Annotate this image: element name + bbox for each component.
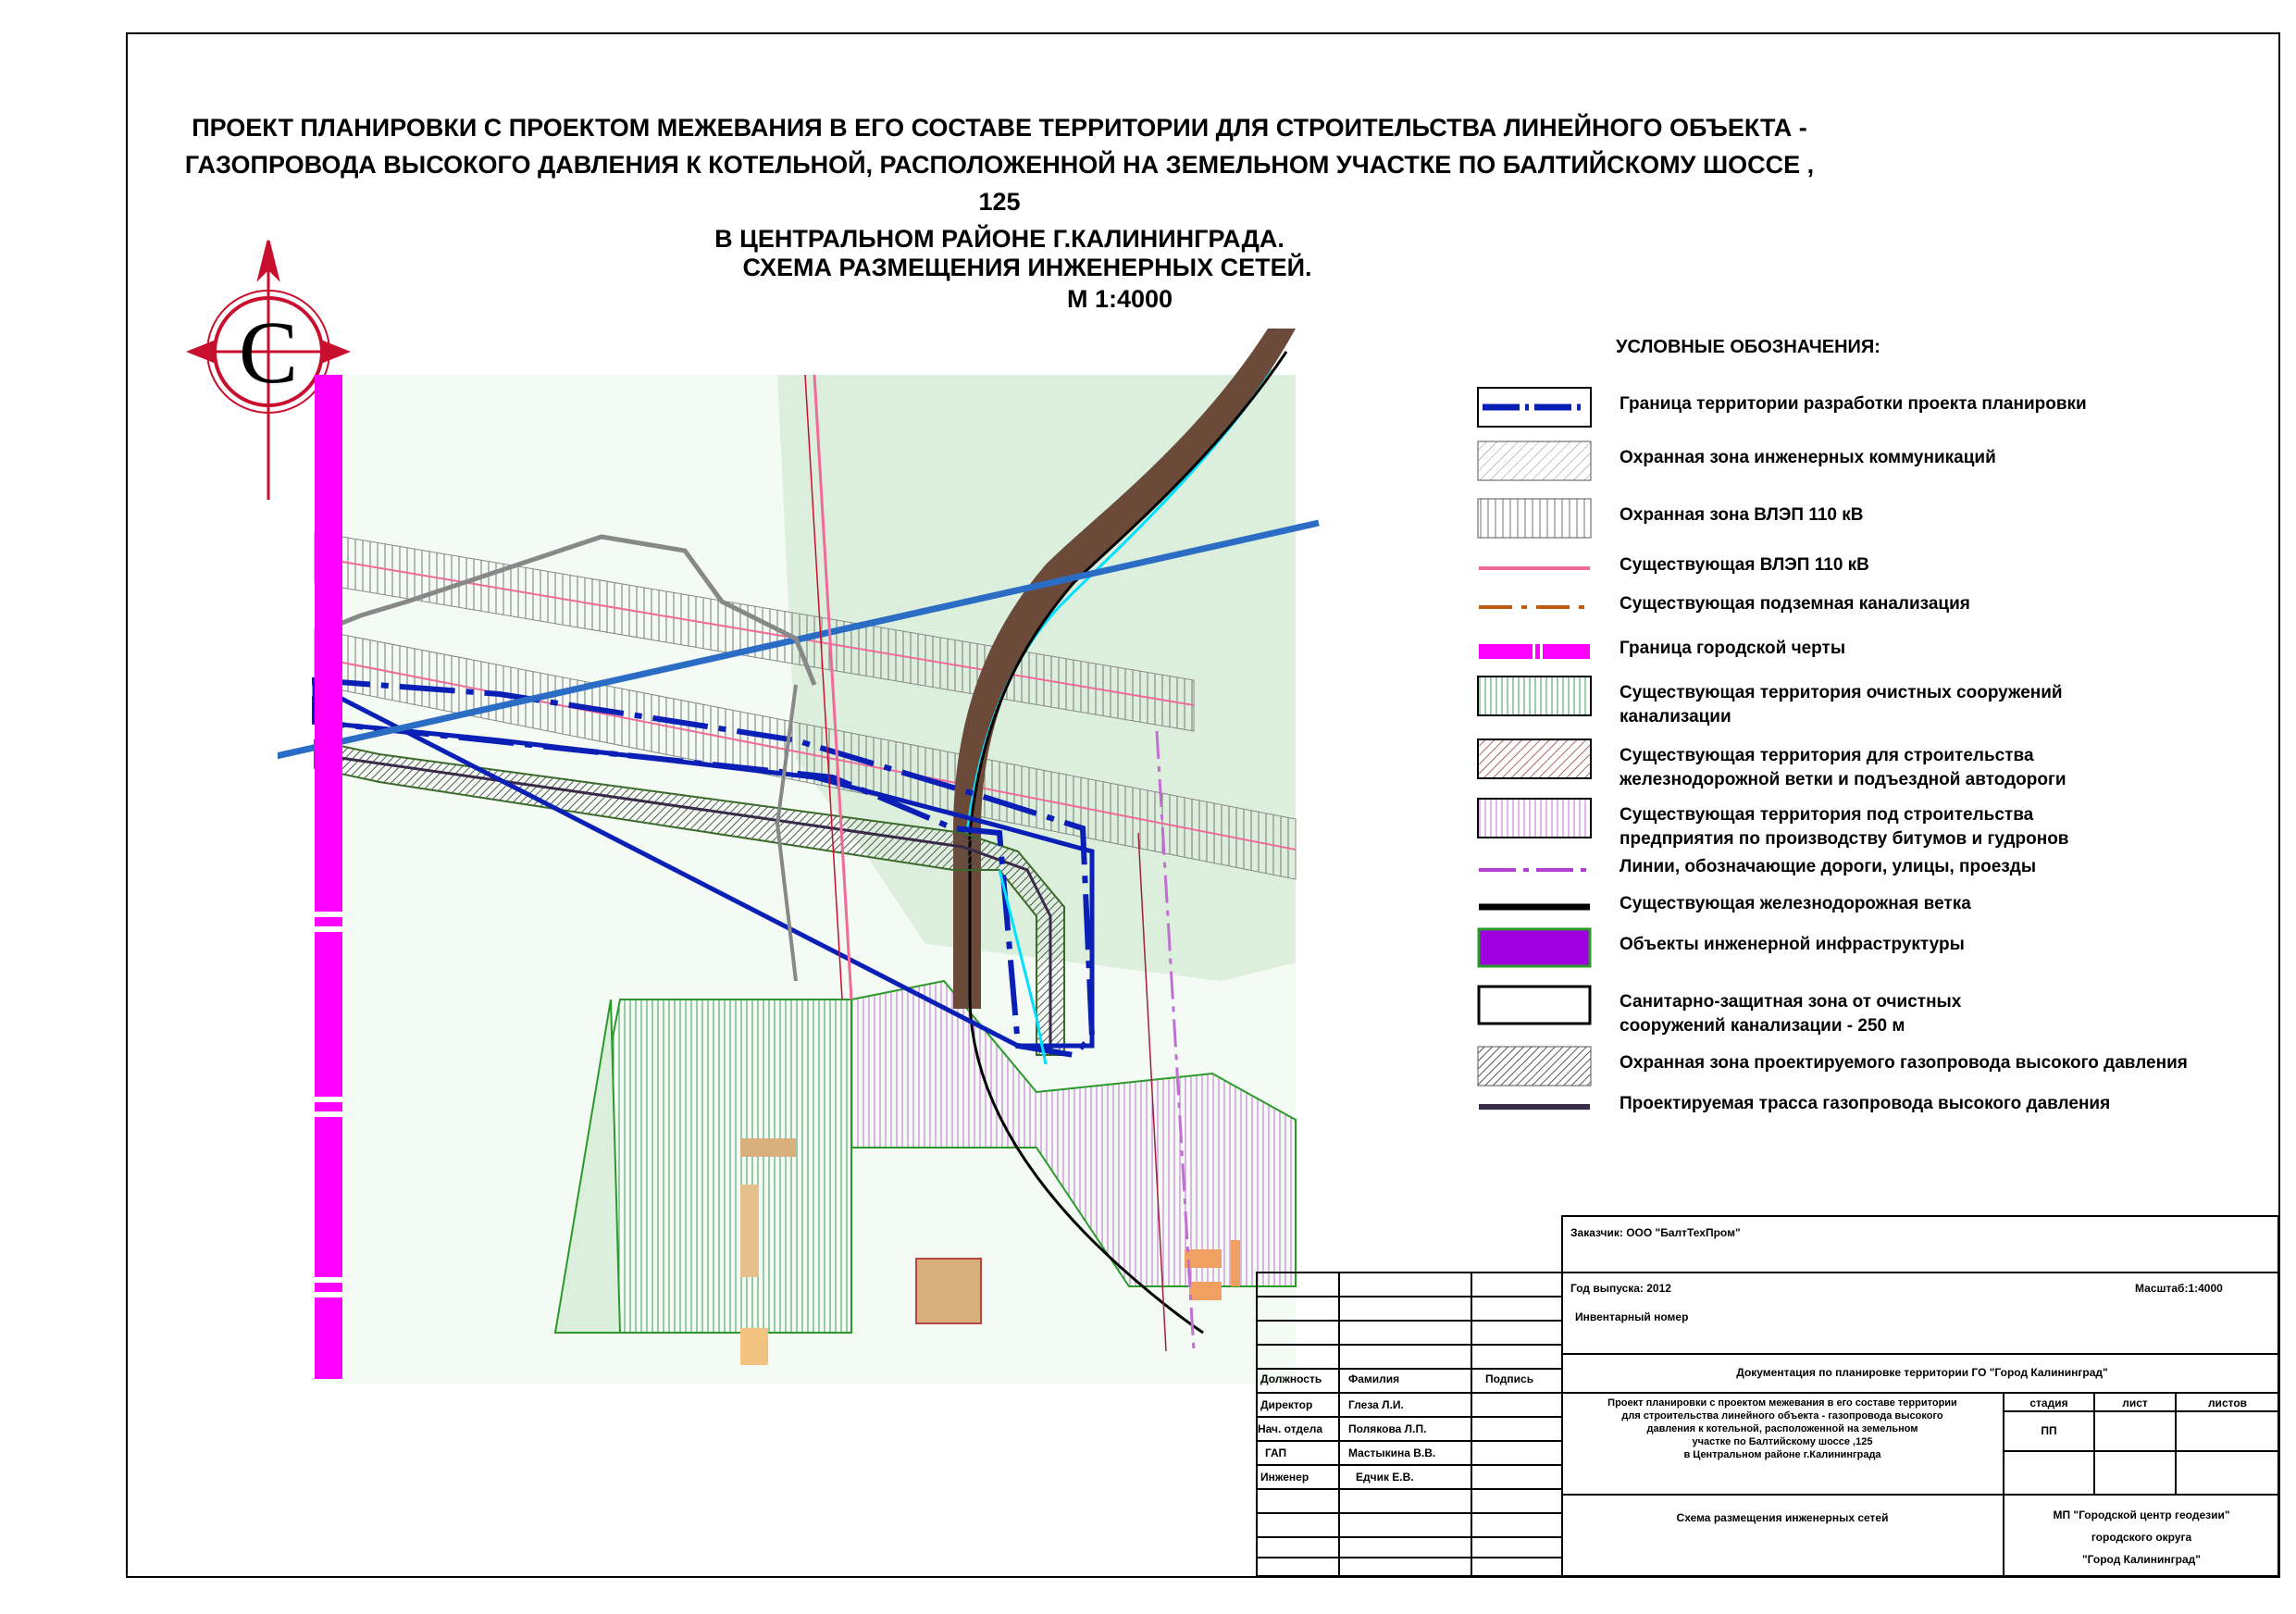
col-name: Фамилия xyxy=(1348,1372,1400,1385)
diagonal-hatch-icon xyxy=(1477,441,1592,481)
person-name: Полякова Л.П. xyxy=(1348,1422,1427,1435)
road-line-icon xyxy=(1477,850,1592,890)
city-boundary xyxy=(305,375,352,1379)
project-title: ПРОЕКТ ПЛАНИРОВКИ С ПРОЕКТОМ МЕЖЕВАНИЯ В ЕГО СОСТАВЕ ТЕРРИТОРИИ ДЛЯ СТРОИТЕЛЬСТВА ЛИНЕЙНОГО ОБЪЕКТА - ГАЗОПРОВОДА ВЫСОКОГО ДАВЛЕНИЯ К КОТЕЛЬНОЙ, РАСПОЛОЖЕННОЙ НА ЗЕМЕЛЬНОМ УЧАСТКЕ ПО БАЛТИЙСКОМУ ШОССЕ , 125 В ЦЕНТРАЛЬНОМ РАЙОНЕ Г.КАЛИНИНГРАДА. xyxy=(184,114,1815,253)
customer: Заказчик: ООО "БалтТехПром" xyxy=(1570,1226,1741,1239)
sheet-title: Схема размещения инженерных сетей xyxy=(1676,1511,1889,1524)
person-role: Нач. отдела xyxy=(1258,1422,1323,1435)
col-sheet: лист xyxy=(2122,1397,2148,1409)
inventory-number: Инвентарный номер xyxy=(1575,1310,1689,1323)
organization: МП "Городской центр геодезии" городского округа "Город Калининград" xyxy=(2053,1508,2230,1566)
empty-box-icon xyxy=(1477,985,1592,1025)
col-position: Должность xyxy=(1260,1372,1322,1385)
stage-value: ПП xyxy=(2041,1424,2057,1437)
map-scale: М 1:4000 xyxy=(1066,285,1173,313)
north-letter: С xyxy=(238,303,299,402)
purple-hatch-icon xyxy=(1477,798,1592,838)
building xyxy=(916,1259,981,1323)
brown-hatch-icon xyxy=(1477,739,1592,779)
purple-fill-icon xyxy=(1477,927,1592,968)
col-sheets: листов xyxy=(2207,1397,2248,1409)
person-name: Глеза Л.И. xyxy=(1348,1398,1404,1411)
city-line-icon xyxy=(1477,631,1592,672)
map-canvas xyxy=(278,315,1351,1388)
pink-line-icon xyxy=(1477,548,1592,589)
person-name: Мастыкина В.В. xyxy=(1348,1446,1436,1459)
gas-route-icon xyxy=(1477,1086,1592,1127)
release-year: Год выпуска: 2012 xyxy=(1570,1282,1671,1295)
doc-title: Документация по планировке территории ГО "Город Калининград" xyxy=(1736,1366,2108,1379)
green-hatch-icon xyxy=(1477,676,1592,716)
sewer-line-icon xyxy=(1477,587,1592,627)
person-role: Директор xyxy=(1260,1398,1313,1411)
person-role: ГАП xyxy=(1265,1446,1287,1459)
railway-line-icon xyxy=(1477,887,1592,927)
vertical-hatch-icon xyxy=(1477,498,1592,539)
person-role: Инженер xyxy=(1260,1471,1309,1484)
col-stage: стадия xyxy=(2029,1397,2068,1409)
legend-title: УСЛОВНЫЕ ОБОЗНАЧЕНИЯ: xyxy=(1616,337,1880,357)
title-block xyxy=(1256,1215,2279,1577)
gray-hatch-icon xyxy=(1477,1046,1592,1086)
person-name: Едчик Е.В. xyxy=(1356,1471,1414,1484)
col-sign: Подпись xyxy=(1485,1372,1534,1385)
boundary-line-icon xyxy=(1477,387,1592,428)
scheme-title: СХЕМА РАЗМЕЩЕНИЯ ИНЖЕНЕРНЫХ СЕТЕЙ. xyxy=(742,254,1312,281)
project-description: Проект планировки с проектом межевания в его составе территории для строительства линейного объекта - газопровода высокого давления к котельной, расположенной на земельном участке по Балтийскому шоссе ,125 в Центральном районе г.Калининграда xyxy=(1607,1397,1957,1460)
stamp-scale: Масштаб:1:4000 xyxy=(2135,1282,2223,1295)
